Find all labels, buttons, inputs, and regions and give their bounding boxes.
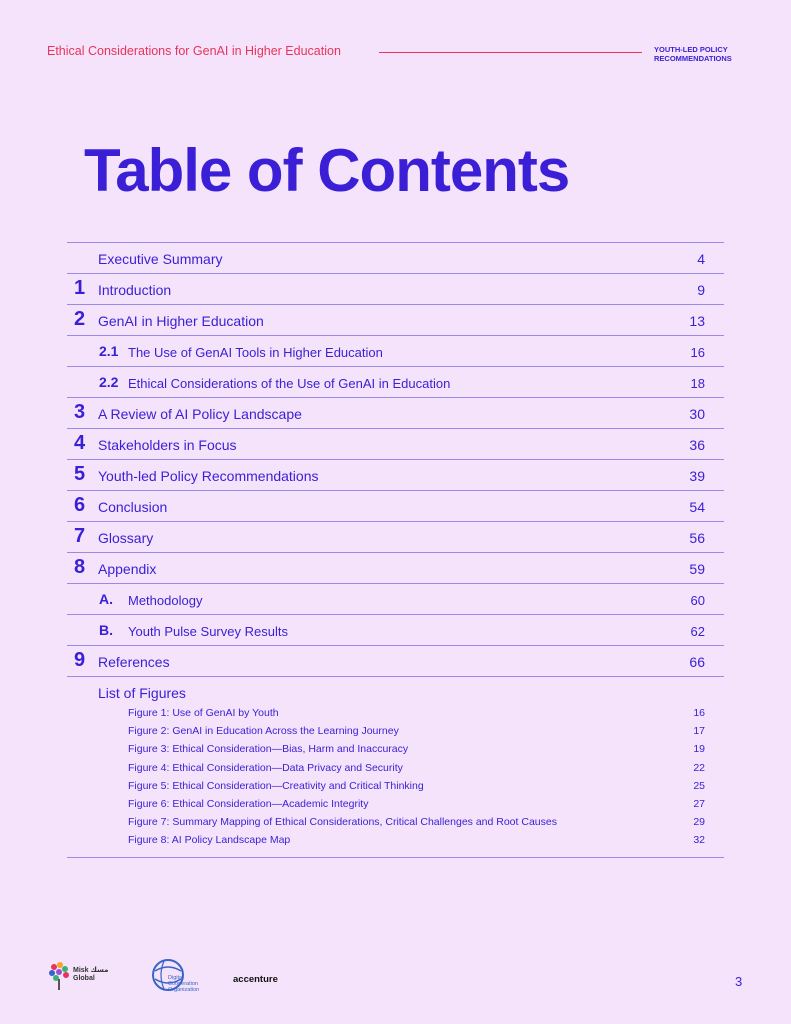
toc-entry-label: A Review of AI Policy Landscape (98, 406, 302, 422)
figure-entry-label: Figure 5: Ethical Consideration—Creativity and Critical Thinking (128, 779, 424, 792)
figure-entry[interactable] (128, 780, 705, 798)
figure-entry-label: Figure 1: Use of GenAI by Youth (128, 707, 279, 719)
figure-entries (128, 707, 705, 853)
toc-entry[interactable] (67, 305, 724, 336)
figure-entry-label: Figure 4: Ethical Consideration—Data Privacy and Security (128, 761, 403, 774)
toc-entry-number: A. (99, 591, 113, 607)
toc-entry-label: Executive Summary (98, 251, 223, 267)
toc-entries (67, 243, 724, 677)
page-title: Table of Contents (84, 137, 570, 204)
section-label-line1: YOUTH-LED POLICY (654, 45, 728, 54)
toc-entry[interactable] (67, 615, 724, 646)
figure-entry-label: Figure 7: Summary Mapping of Ethical Considerations, Critical Challenges and Root Causes (128, 816, 557, 829)
figure-entry[interactable] (128, 725, 705, 743)
toc-entry-label: GenAI in Higher Education (98, 313, 264, 329)
toc-entry-number: 8 (74, 556, 86, 578)
toc-entry-number: 7 (74, 525, 86, 547)
figure-entry-page: 27 (693, 797, 705, 810)
dco-logo: Digital Cooperation Organization (168, 975, 200, 993)
toc-entry-page: 62 (690, 624, 705, 639)
figure-entry[interactable] (128, 834, 705, 852)
toc-entry[interactable] (67, 491, 724, 522)
toc-entry-page: 30 (689, 406, 705, 422)
figure-entry-page: 32 (693, 834, 705, 847)
toc-entry-page: 54 (689, 499, 705, 515)
toc-entry-number: 5 (74, 463, 86, 485)
toc-entry-label: The Use of GenAI Tools in Higher Education (128, 345, 383, 360)
toc-entry-number: 2.2 (99, 374, 119, 390)
figure-entry-label: Figure 8: AI Policy Landscape Map (128, 834, 291, 847)
toc-entry[interactable] (67, 398, 724, 429)
toc-entry-label: Conclusion (98, 499, 168, 515)
list-of-figures-heading: List of Figures (98, 685, 186, 701)
toc-entry-page: 56 (689, 530, 705, 546)
figure-entry-label: Figure 6: Ethical Consideration—Academic Integrity (128, 797, 369, 810)
figure-entry-page: 25 (693, 779, 705, 792)
toc-entry-label: Youth-led Policy Recommendations (98, 468, 319, 484)
figure-entry[interactable] (128, 707, 705, 725)
misk-tree-logo-icon (46, 961, 72, 991)
toc-entry-page: 18 (690, 376, 705, 391)
header-divider (379, 52, 642, 53)
section-label (654, 45, 732, 63)
toc-entry-page: 60 (690, 593, 705, 608)
toc-entry-page: 36 (689, 437, 705, 453)
figure-entry[interactable] (128, 798, 705, 816)
toc-entry-label: Appendix (98, 561, 157, 577)
toc-entry-page: 13 (689, 313, 705, 329)
toc-entry[interactable] (67, 243, 724, 274)
toc-entry[interactable] (67, 522, 724, 553)
document-title: Ethical Considerations for GenAI in Higher Education (47, 44, 341, 58)
misk-logo: Misk مسك Global (73, 967, 109, 982)
toc-entry-label: Introduction (98, 282, 172, 298)
toc-entry-number: 4 (74, 432, 86, 454)
toc-entry-label: Stakeholders in Focus (98, 437, 237, 453)
page-number: 3 (735, 974, 743, 989)
table-of-contents (67, 242, 724, 858)
toc-entry-label: Glossary (98, 530, 154, 546)
toc-entry-number: 3 (74, 401, 86, 423)
figure-entry[interactable] (128, 762, 705, 780)
toc-entry-page: 9 (697, 282, 705, 298)
figure-entry-page: 22 (693, 761, 705, 774)
toc-entry-page: 59 (689, 561, 705, 577)
toc-entry-number: 9 (74, 649, 86, 671)
toc-entry[interactable] (67, 367, 724, 398)
toc-entry-number: 1 (74, 277, 86, 299)
toc-entry[interactable] (67, 336, 724, 367)
figure-entry[interactable] (128, 816, 705, 834)
toc-entry-number: 2.1 (99, 343, 119, 359)
toc-entry[interactable] (67, 274, 724, 305)
toc-entry-number: 6 (74, 494, 86, 516)
toc-entry-label: References (98, 654, 170, 670)
toc-entry[interactable] (67, 584, 724, 615)
figure-entry-page: 16 (693, 707, 705, 719)
toc-entry-page: 66 (689, 654, 705, 670)
toc-entry-label: Youth Pulse Survey Results (128, 624, 288, 639)
toc-entry[interactable] (67, 429, 724, 460)
figure-entry-label: Figure 3: Ethical Consideration—Bias, Harm and Inaccuracy (128, 743, 409, 756)
toc-entry-number: B. (99, 622, 113, 638)
figure-entry-label: Figure 2: GenAI in Education Across the Learning Journey (128, 725, 399, 738)
toc-entry-page: 4 (697, 251, 705, 267)
figure-entry-page: 29 (693, 816, 705, 829)
toc-entry[interactable] (67, 460, 724, 491)
figure-entry[interactable] (128, 743, 705, 761)
footer-logos (46, 955, 286, 1000)
toc-entry-number: 2 (74, 308, 86, 330)
figure-entry-page: 19 (693, 743, 705, 756)
toc-entry-page: 16 (690, 345, 705, 360)
toc-entry-label: Ethical Considerations of the Use of GenAI in Education (128, 376, 451, 391)
section-label-line2: RECOMMENDATIONS (654, 54, 732, 63)
toc-entry[interactable] (67, 553, 724, 584)
toc-entry[interactable] (67, 646, 724, 677)
figure-entry-page: 17 (693, 725, 705, 738)
toc-entry-page: 39 (689, 468, 705, 484)
accenture-logo: accenture (233, 974, 278, 985)
list-of-figures (67, 677, 724, 858)
toc-entry-label: Methodology (128, 593, 203, 608)
page-header (47, 42, 747, 66)
